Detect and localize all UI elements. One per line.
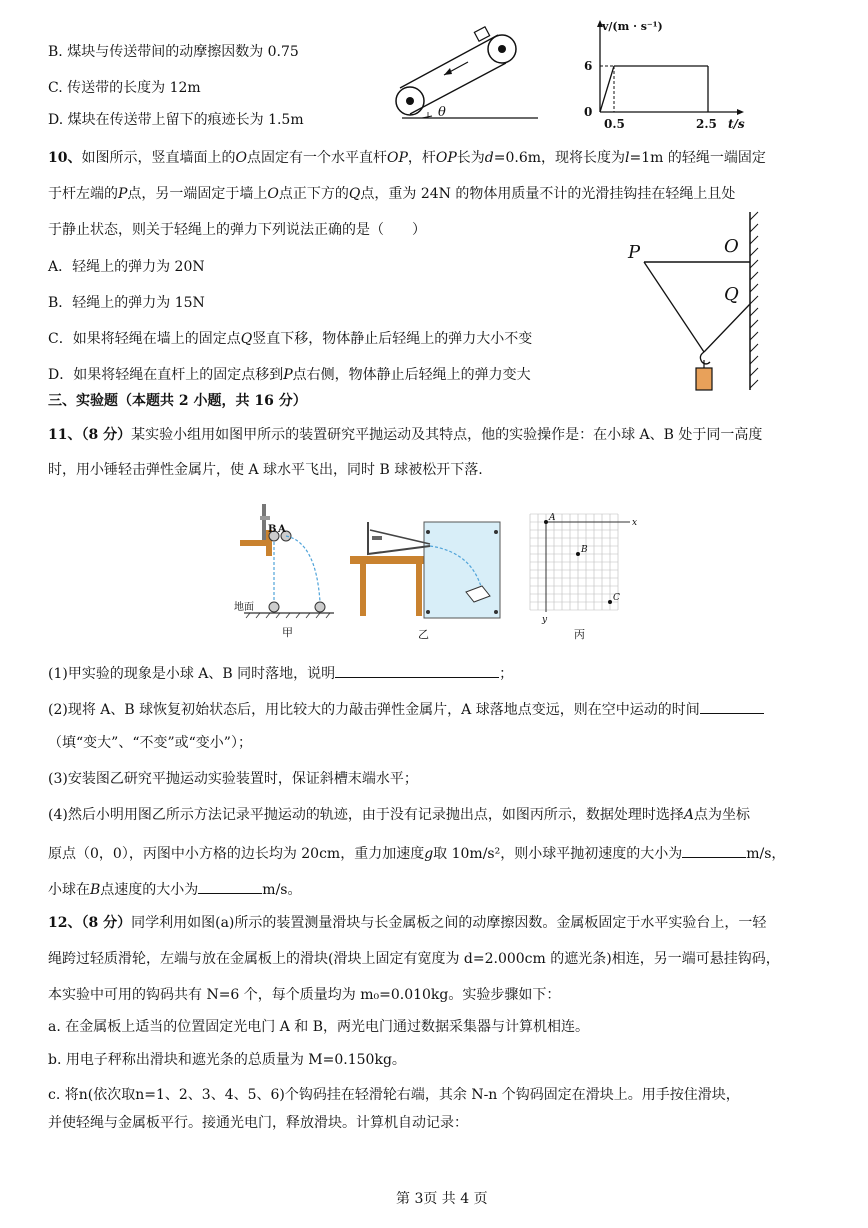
q11-part-4-line-3: 小球在B点速度的大小为 m/s。 (48, 877, 301, 900)
q11-part-4-line-1: (4)然后小明用图乙所示方法记录平抛运动的轨迹，由于没有记录抛出点，如图丙所示，数据处理时选择A点为坐标 (48, 807, 750, 823)
q10-number: 10、 (48, 150, 82, 166)
q12-number: 12、（8 分） (48, 915, 132, 931)
fig-bing-label-b: B (581, 545, 588, 555)
answer-blank-2[interactable] (700, 697, 764, 714)
fig-jia-ground-label: 地面 (234, 602, 254, 613)
fig-jia-label-b: B (268, 524, 277, 535)
vt-tick-05: 0.5 (604, 117, 625, 131)
q12-line-3: 本实验中可用的钩码共有 N=6 个，每个质量均为 m₀=0.010kg。实验步骤如下： (48, 987, 561, 1003)
vt-tick-6: 6 (584, 59, 593, 73)
q10-option-c: C．如果将轻绳在墙上的固定点Q竖直下移，物体静止后轻绳上的弹力大小不变 (48, 331, 533, 347)
fig-label-q: Q (724, 284, 739, 305)
q11-part-3: (3)安装图乙研究平抛运动实验装置时，保证斜槽末端水平； (48, 771, 418, 787)
q12-step-c-line-2: 并使轻绳与金属板平行。接通光电门，释放滑块。计算机自动记录： (48, 1115, 468, 1131)
q11-part-2-hint: （填“变大”、“不变”或“变小”）； (48, 735, 252, 751)
q11-part-2: (2)现将 A、B 球恢复初始状态后，用比较大的力敲击弹性金属片，A 球落地点变远，则在空中运动的时间 (48, 697, 764, 720)
q11-number: 11、（8 分） (48, 427, 132, 443)
q9-option-b: B. 煤块与传送带间的动摩擦因数为 0.75 (48, 44, 299, 60)
figure-yi-apparatus (346, 516, 506, 644)
q11-part-4-line-2: 原点（0，0），丙图中小方格的边长均为 20cm，重力加速度g取 10m/s²，则小球平抛初速度的大小为 m/s， (48, 841, 785, 864)
conveyor-belt-figure (388, 20, 548, 130)
rope-hook-figure (620, 210, 770, 395)
q12-line-1: 12、（8 分）同学利用如图(a)所示的装置测量滑块与长金属板之间的动摩擦因数。金属板固定于水平实验台上，一轻 (48, 915, 767, 931)
vt-tick-0: 0 (584, 105, 593, 119)
q10-option-b: B．轻绳上的弹力为 15N (48, 295, 205, 311)
q10-option-a: A．轻绳上的弹力为 20N (48, 259, 205, 275)
fig-bing-label-a: A (549, 513, 556, 523)
q11-line-2: 时，用小锤轻击弹性金属片，使 A 球水平飞出，同时 B 球被松开下落. (48, 462, 483, 478)
q10-line-1: 10、如图所示，竖直墙面上的O点固定有一个水平直杆OP，杆OP长为d=0.6m，现将长度为l=1m 的轻绳一端固定 (48, 150, 766, 166)
vt-y-axis-label: v/(m · s⁻¹) (602, 20, 663, 33)
q10-line-3: 于静止状态，则关于轻绳上的弹力下列说法正确的是（ ） (48, 222, 426, 238)
q10-line-2: 于杆左端的P点，另一端固定于墙上O点正下方的Q点，重为 24N 的物体用质量不计的光滑挂钩挂在轻绳上且处 (48, 186, 736, 202)
figure-bing-grid (522, 510, 642, 644)
fig-bing-label-y: y (542, 615, 548, 625)
q12-step-a: a. 在金属板上适当的位置固定光电门 A 和 B，两光电门通过数据采集器与计算机相连。 (48, 1019, 589, 1035)
belt-incline (396, 27, 538, 118)
fig-bing-label-x: x (632, 518, 638, 528)
fig-label-o: O (724, 236, 739, 257)
q12-line-2: 绳跨过轻质滑轮，左端与放在金属板上的滑块(滑块上固定有宽度为 d=2.000cm 的遮光条)相连，另一端可悬挂钩码， (48, 951, 780, 967)
fig-label-p: P (628, 242, 641, 263)
velocity-time-graph (578, 18, 758, 136)
q10-option-d: D．如果将轻绳在直杆上的固定点移到P点右侧，物体静止后轻绳上的弹力变大 (48, 367, 531, 383)
figure-jia-apparatus (230, 496, 340, 644)
q11-part-1: (1)甲实验的现象是小球 A、B 同时落地，说明 ； (48, 661, 513, 684)
fig-bing-caption: 丙 (574, 628, 585, 641)
q11-line-1: 11、（8 分）某实验小组用如图甲所示的装置研究平抛运动及其特点，他的实验操作是：在小球 A、B 处于同一高度 (48, 427, 763, 443)
page-footer: 第 3页 共 4 页 (396, 1191, 488, 1207)
vt-x-axis-label: t/s (728, 117, 745, 131)
q12-step-b: b. 用电子秤称出滑块和遮光条的总质量为 M=0.150kg。 (48, 1052, 406, 1068)
q9-option-d: D. 煤块在传送带上留下的痕迹长为 1.5m (48, 112, 304, 128)
answer-blank-1[interactable] (335, 661, 499, 678)
answer-blank-3[interactable] (682, 841, 746, 858)
fig-bing-label-c: C (613, 593, 620, 603)
section-3-heading: 三、实验题（本题共 2 小题，共 16 分） (48, 393, 307, 409)
q12-step-c-line-1: c. 将n(依次取n=1、2、3、4、5、6)个钩码挂在轻滑轮右端，其余 N-n 个钩码固定在滑块上。用手按住滑块， (48, 1087, 740, 1103)
fig-jia-label-a: A (278, 524, 286, 535)
answer-blank-4[interactable] (198, 877, 262, 894)
fig-yi-caption: 乙 (418, 628, 429, 641)
fig-jia-caption: 甲 (282, 626, 293, 639)
q9-option-c: C. 传送带的长度为 12m (48, 80, 201, 96)
vt-tick-25: 2.5 (696, 117, 717, 131)
theta-label: θ (438, 105, 446, 120)
